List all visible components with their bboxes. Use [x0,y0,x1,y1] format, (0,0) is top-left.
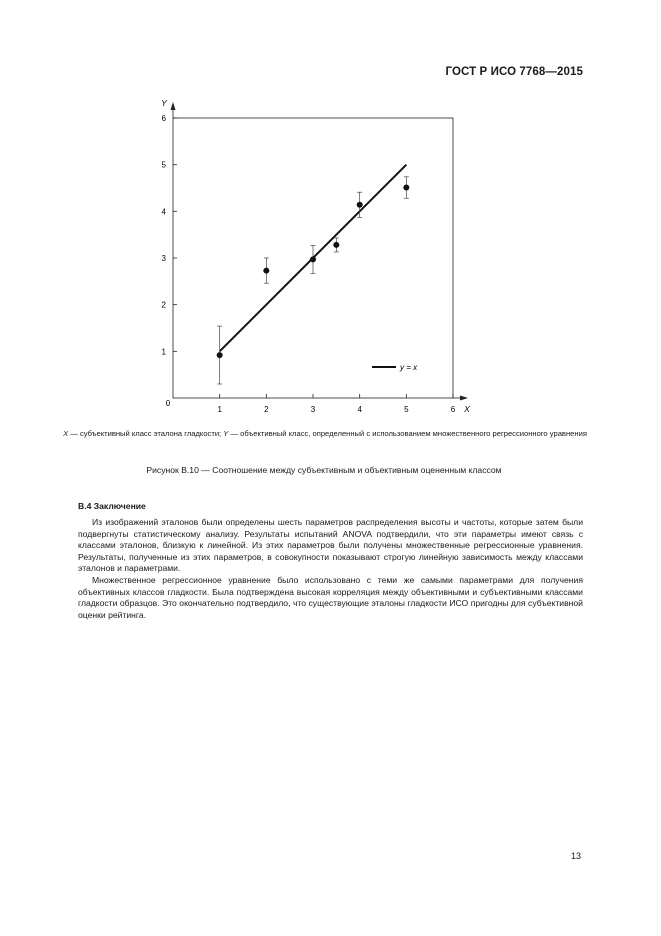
y-axis-label: Y [161,98,167,108]
x-tick-label: 2 [264,405,269,414]
data-point [217,352,223,358]
data-point [333,242,339,248]
data-point [357,202,363,208]
caption-x-description: — субъективный класс эталона гладкости; [68,429,224,438]
caption-y-description: — объективный класс, определенный с использованием множественного регрессионного уравнения [228,429,587,438]
caption-y-symbol: Y [223,429,229,438]
figure-chart [0,0,661,420]
section-body [78,517,583,621]
document-header: ГОСТ Р ИСО 7768—2015 [445,66,583,78]
data-point [403,185,409,191]
y-tick-label: 5 [161,160,166,170]
y-tick-label: 4 [161,207,166,217]
figure-title: Рисунок В.10 — Соотношение между субъективным и объективным оцененным классом [146,465,502,475]
page-number: 13 [571,851,582,861]
figure-caption [60,427,590,440]
y-tick-label: 3 [161,254,166,263]
data-point [263,268,269,274]
x-tick-label: 3 [310,405,316,414]
y-tick-label: 2 [161,300,166,310]
y-axis-arrow-head [171,102,176,110]
x-tick-label: 5 [404,405,409,414]
paragraph: Множественное регрессионное уравнение было использовано с теми же самыми параметрами для получения объективных классов гладкости. Была подтверждена высокая корреляция между объективными и субъективными классами гладкости образцов. Это окончательно подтвердило, что существующие эталоны гладкости ИСО пригодны для субъективной оценки рейтинга. [78,574,583,620]
x-tick-label: 4 [357,405,362,414]
origin-label: 0 [165,399,171,408]
y-tick-label: 1 [161,347,166,357]
x-tick-label: 6 [450,405,456,414]
x-tick-label: 1 [217,405,222,414]
legend-label: y = x [400,363,418,372]
paragraph: Из изображений эталонов были определены шесть параметров распределения высоты и частоты, которые затем были подвергнуты статистическому анализу. Результаты испытаний ANOVA подтвердили, что эти параметры имеют связь с классами эталонов, близкую к линейной. Из этих параметров были получены множественные регрессионные уравнения. Результаты, полученные из этих параметров, в совокупности показывают строгую линейную зависимость между классами эталонов и параметрами. [78,517,583,574]
y-tick-label: 6 [161,114,166,123]
caption-x-symbol: X [63,429,69,438]
x-axis-label: X [464,404,470,414]
data-point [310,256,316,262]
x-axis-arrow-head [460,396,468,401]
section-heading: В.4 Заключение [78,501,146,511]
